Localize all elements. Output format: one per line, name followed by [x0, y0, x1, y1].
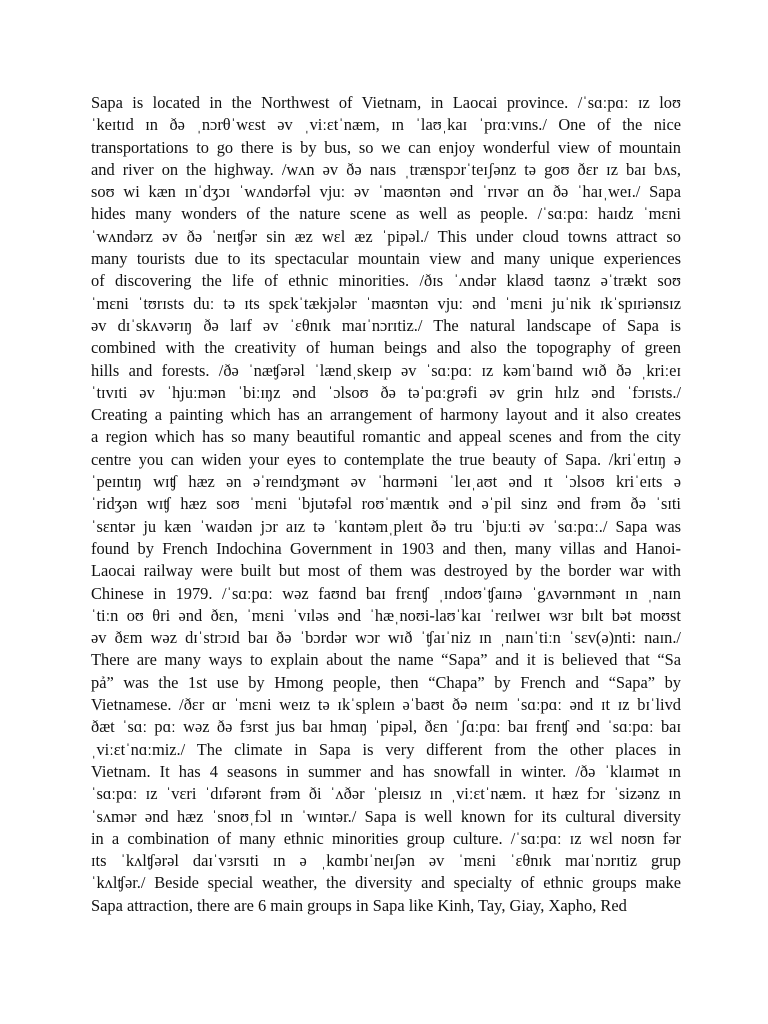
- text-line: ˈsʌmər ənd hæz ˈsnoʊˌfɔl ɪn ˈwɪntər./ Sapa is well known for its cultural diversity: [91, 806, 681, 826]
- text-line: transportations to go there is by bus, so we can enjoy wonderful view of mountain: [91, 137, 681, 157]
- body-paragraph: [91, 92, 681, 917]
- text-line: pả” was the 1st use by Hmong people, then “Chapa” by French and “Sapa” by: [91, 672, 681, 692]
- text-line: Vietnamese. /ðɛr ɑr ˈmɛni weɪz tə ɪkˈspleɪn əˈbaʊt ðə neɪm ˈsɑːpɑː ənd ɪt ɪz bɪˈlivd: [91, 695, 681, 715]
- text-line: combined with the creativity of human beings and also the topography of green: [91, 338, 681, 358]
- text-line: ˈridʒən wɪʧ hæz soʊ ˈmɛni ˈbjutəfəl roʊˈmæntɪk ənd əˈpil sinz ənd frəm ðə ˈsɪti: [91, 494, 681, 514]
- text-line: ˈsɛntər ju kæn ˈwaɪdən jɔr aɪz tə ˈkɑntəmˌpleɪt ðə tru ˈbjuːti əv ˈsɑːpɑː./ Sapa was: [91, 516, 681, 536]
- text-line: soʊ wi kæn ɪnˈdʒɔɪ ˈwʌndərfəl vjuː əv ˈmaʊntən ənd ˈrɪvər ɑn ðə ˈhaɪˌweɪ./ Sapa: [91, 182, 681, 202]
- text-line: əv ðɛm wəz dɪˈstrɔɪd baɪ ðə ˈbɔrdər wɔr wɪð ˈʧaɪˈniz ɪn ˌnaɪnˈtiːn ˈsɛv(ə)nti: naɪn./: [91, 628, 681, 648]
- text-line: ˈkeɪtɪd ɪn ðə ˌnɔrθˈwɛst əv ˌviːɛtˈnæm, ɪn ˈlaʊˌkaɪ ˈprɑːvɪns./ One of the nice: [91, 115, 681, 135]
- text-line: Creating a painting which has an arrangement of harmony layout and it also creates: [91, 405, 681, 425]
- text-line: hills and forests. /ðə ˈnæʧərəl ˈlændˌskeɪp əv ˈsɑːpɑː ɪz kəmˈbaɪnd wɪð ðə ˌkriːeɪ: [91, 360, 681, 380]
- text-line: ˈtɪvɪti əv ˈhjuːmən ˈbiːɪŋz ənd ˈɔlsoʊ ðə təˈpɑːgrəfi əv grin hɪlz ənd ˈfɔrɪsts./: [91, 382, 681, 402]
- text-line: ˈpeɪntɪŋ wɪʧ hæz ən əˈreɪndʒmənt əv ˈhɑrməni ˈleɪˌaʊt ənd ɪt ˈɔlsoʊ kriˈeɪts ə: [91, 472, 681, 492]
- text-line: There are many ways to explain about the name “Sapa” and it is believed that “Sa: [91, 650, 681, 670]
- text-line: hides many wonders of the nature scene as well as people. /ˈsɑːpɑː haɪdz ˈmɛni: [91, 204, 681, 224]
- text-line: found by French Indochina Government in 1903 and then, many villas and Hanoi-: [91, 538, 681, 558]
- text-line: many tourists due to its spectacular mountain view and many unique experiences: [91, 249, 681, 269]
- text-line: ɪts ˈkʌlʧərəl daɪˈvɜrsɪti ɪn ə ˌkɑmbɪˈneɪʃən əv ˈmɛni ˈɛθnɪk maɪˈnɔrɪtiz grup: [91, 851, 681, 871]
- text-line: ðæt ˈsɑː pɑː wəz ðə fɜrst jus baɪ hmɑŋ ˈpipəl, ðɛn ˈʃɑːpɑː baɪ frɛnʧ ənd ˈsɑːpɑː baɪ: [91, 717, 681, 737]
- text-line: ˈsɑːpɑː ɪz ˈvɛri ˈdɪfərənt frəm ði ˈʌðər ˈpleɪsɪz ɪn ˌviːɛtˈnæm. ɪt hæz fɔr ˈsizənz ɪn: [91, 784, 681, 804]
- text-line: Sapa attraction, there are 6 main groups in Sapa like Kinh, Tay, Giay, Xapho, Red: [91, 895, 627, 915]
- text-line: Sapa is located in the Northwest of Vietnam, in Laocai province. /ˈsɑːpɑː ɪz loʊ: [91, 93, 681, 112]
- text-line: a region which has so many beautiful romantic and appeal scenes and from the city: [91, 427, 681, 447]
- text-line: ˌviːɛtˈnɑːmiz./ The climate in Sapa is very different from the other places in: [91, 739, 681, 759]
- text-line: ˈwʌndərz əv ðə ˈneɪʧər sin æz wɛl æz ˈpipəl./ This under cloud towns attract so: [91, 226, 681, 246]
- text-line: ˈtiːn oʊ θri ənd ðɛn, ˈmɛni ˈvɪləs ənd ˈhæˌnoʊi-laʊˈkaɪ ˈreɪlweɪ wɜr bɪlt bət moʊst: [91, 605, 681, 625]
- text-line: ˈmɛni ˈtʊrɪsts duː tə ɪts spɛkˈtækjələr ˈmaʊntən vjuː ənd ˈmɛni juˈnik ɪkˈspɪriənsɪz: [91, 293, 681, 313]
- text-line: of discovering the life of ethnic minorities. /ðɪs ˈʌndər klaʊd taʊnz əˈtrækt soʊ: [91, 271, 681, 291]
- text-line: əv dɪˈskʌvərɪŋ ðə laɪf əv ˈɛθnɪk maɪˈnɔrɪtiz./ The natural landscape of Sapa is: [91, 315, 681, 335]
- text-line: ˈkʌlʧər./ Beside special weather, the diversity and specialty of ethnic groups make: [91, 873, 681, 893]
- text-line: Vietnam. It has 4 seasons in summer and has snowfall in winter. /ðə ˈklaɪmət ɪn: [91, 761, 681, 781]
- text-line: in a combination of many ethnic minorities group culture. /ˈsɑːpɑː ɪz wɛl noʊn fər: [91, 828, 681, 848]
- text-line: centre you can widen your eyes to contemplate the true beauty of Sapa. /kriˈeɪtɪŋ ə: [91, 449, 681, 469]
- text-line: Chinese in 1979. /ˈsɑːpɑː wəz faʊnd baɪ frɛnʧ ˌɪndoʊˈʧaɪnə ˈgʌvərnmənt ɪn ˌnaɪn: [91, 583, 681, 603]
- text-line: and river on the highway. /wʌn əv ðə naɪs ˌtrænspɔrˈteɪʃənz tə goʊ ðɛr ɪz baɪ bʌs,: [91, 159, 681, 179]
- text-line: Laocai railway were built but most of them was destroyed by the border war with: [91, 561, 681, 581]
